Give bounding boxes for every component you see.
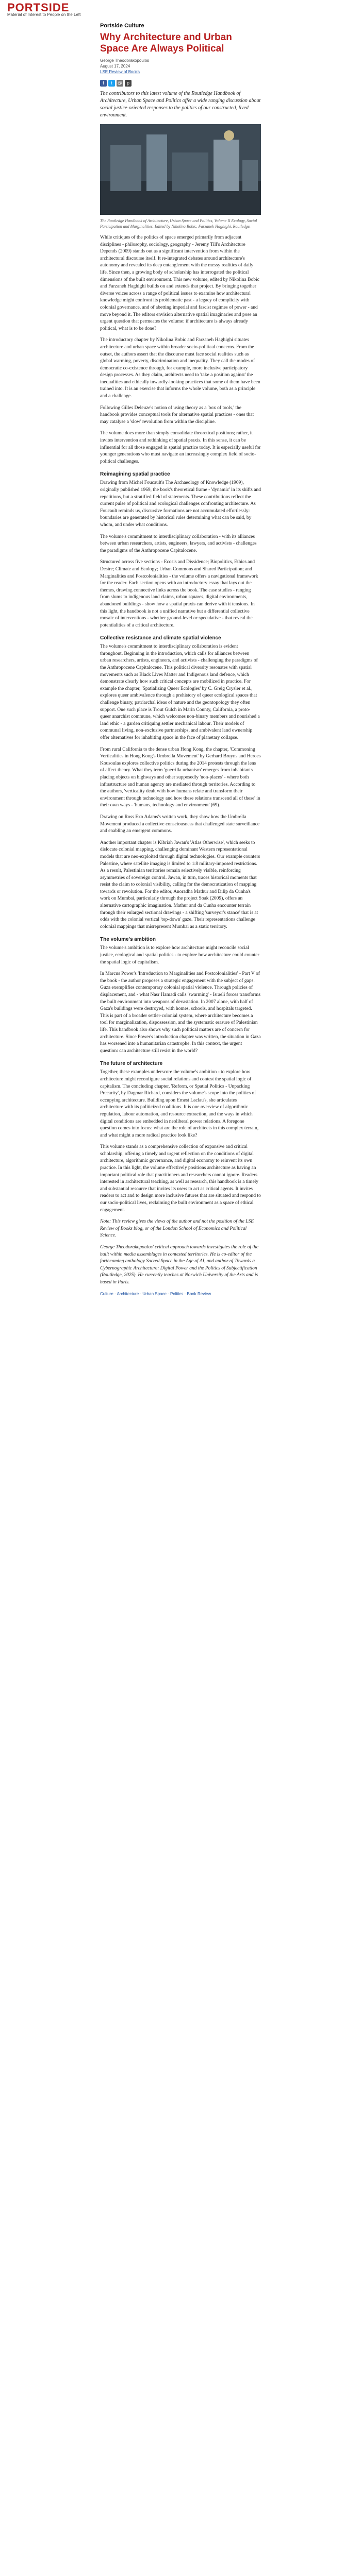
- article-meta: [100, 58, 261, 75]
- paragraph: The volume's commitment to interdisciplinary collaboration - with its alliances between urban researchers, artists, engineers, lawyers, and activists - challenges the paradigms of the Anthropocene Capitalocene.: [100, 534, 257, 553]
- paragraph: The introductory chapter by Nikolina Bobic and Farzaneh Haghighi situates architecture and urban space within broader socio-political concerns. From the outset, the authors assert that the discourse must face social realities such as global warming, poverty, discrimination and inequality. They call the modes of democratic co-existence through, for example, more inclusive participatory design processes. As they claim, architects need to 'take a position against' the inequalities and ethically inwardly-looking practices that some of them have been trained into. It is an exercise that informs the whole volume, both as a principle and a challenge.: [100, 337, 260, 399]
- site-logo[interactable]: PORTSIDE: [7, 1, 70, 14]
- section-label[interactable]: Portside Culture: [100, 23, 144, 29]
- paragraph: Drawing on Ross Exo Adams's written work, they show how the Umbrella Movement produced a collective consciousness that challenged state surveillance and enabling an emergent commons.: [100, 814, 260, 834]
- email-icon[interactable]: @: [117, 80, 123, 86]
- article-tags[interactable]: Culture · Architecture · Urban Space · Politics · Book Review: [100, 1291, 211, 1296]
- article-column: [100, 23, 261, 1301]
- paragraph: This volume stands as a comprehensive collection of expansive and critical scholarship, offering a timely and urgent reflection on the conditions of digital architecture, algorithmic governance, and digital economy to reinvent its own practice. In this light, the volume effectively positions architecture as having an important political role that practitioners and researchers cannot ignore. Readers interested in architectural teaching, as well as research, this handbook is a timely and substantial resource that invites its users to act as critical agents. It invites readers to act and to design more inclusive futures that are situated and respond to our socio-political lives, reclaiming the built environment as a space of ethical engagement.: [100, 1144, 261, 1213]
- paragraph: Drawing from Michel Foucault's The Archaeology of Knowledge (1969), originally published 1969, the book's theoretical frame - 'dynamic' in its shifts and repetitions, but a stratified field of statements. These contributions reflect the current pulse of political and ecological challenges confronting architecture. As Foucault reminds us, discursive formations are not accumulated effortlessly: boundaries are generated by historical rules determining what can be said, by whom, and under what conditions.: [100, 480, 261, 528]
- review-note: Note: This review gives the views of the author and not the position of the LSE Review of Books blog, or of the London School of Economics and Political Science.: [100, 1219, 254, 1239]
- paragraph: While critiques of the politics of space emerged primarily from adjacent disciplines - philosophy, sociology, geography - Jeremy Till's Architecture Depends (2009) stands out as a significant intervention from within the architectural discourse itself. It re-integrated debates around architecture's autonomy and revealed its deep entanglement with the messy realities of daily life. Since then, a growing body of scholarship has interrogated the political dimensions of the built environment. This new volume, edited by Nikolina Bobic and Farzaneh Haghighi builds on and extends that project. By bringing together diverse voices across a range of political issues to examine how architectural knowledge might confront its problematic past - a legacy of complicity with colonial governance, and of abetting imperial and fascist regimes of power - and move beyond it. The editors envision alternative spatial imaginaries and pose an urgent question that permeates the volume: if architecture is always already political, what is to be done?: [100, 235, 259, 331]
- subheading: The volume's ambition: [100, 937, 156, 943]
- subheading: Collective resistance and climate spatial violence: [100, 635, 221, 641]
- facebook-icon[interactable]: f: [100, 80, 107, 87]
- paragraph: Structured across five sections - Ecosis and Dissidence; Biopolitics, Ethics and Desire; Climate and Ecology; Urban Commons and Shared Participation; and Marginalities and Postcolonialities - the volume offers a navigational framework for the reader. Each section opens with an introductory essay that lays out the themes, drawing connective links across the book. The case studies - ranging from slums to indigenous land claims, urban squares, digital environments, abandoned buildings - show how a spatial praxis can derive with it tensions. In this light, the handbook is not a unified narrative but a differential collective mosaic of interventions - whether ground-level or speculative - that reveal the potentialities of a critical architecture.: [100, 560, 258, 628]
- subheading: Reimagining spatial practice: [100, 471, 170, 478]
- paragraph: In Marcus Power's 'Introduction to Marginalities and Postcolonialities' - Part V of the book - the author proposes a strategic engagement with the subject of gaps. Guza exemplifies contemporary colonial spatial violence. Through policies of displacement, and - what Nasr Hamadi calls 'swarming' - Israeli forces transforms the built environment into weapons of devastation. In 2007 alone, with half of Gaza's buildings were destroyed, with homes, schools, and hospitals targeted. This is part of a broader settler-colonial system, where architecture becomes a tool for marginalization, dispossession, and the systematic erasure of Palestinian life. This handbook also shows why such political matters are of concern for architecture. Since Power's introduction chapter was written, the situation in Gaza has worsened into a humanitarian catastrophe. In this context, the urgent question: can architecture still resist in the world?: [100, 971, 261, 1054]
- site-header: [0, 0, 361, 18]
- article-intro: The contributors to this latest volume of the Routledge Handbook of Architecture, Urban Space and Politics offer a wide ranging discussion about social justice-oriented responses to the politics of our constructed, lived environment.: [100, 91, 261, 118]
- print-icon[interactable]: p: [125, 80, 132, 87]
- paragraph: From rural California to the dense urban Hong Kong, the chapter, 'Commoning Verticalities in Hong Kong's Umbrella Movement' by Gerhard Bruyns and Heroes Kousoulas explores collective politics during the 2014 protests through the lens of affect theory. What they term 'guerrilla urbanism' emerges from inhabitants placing objects on highways and other supposedly 'non-places' - where both infrastructure and human agency are mediated through territories. According to the authors, 'verticality dealt with how humans relate and transform their environment through technology and how these relations transcend all of these' in their own ways - 'humans, technology and environment' (69).: [100, 747, 261, 808]
- image-caption: The Routledge Handbook of Architecture, Urban Space and Politics, Volume II Ecology, Social Participation and Marginalities. Edited by Nikolina Bobic, Farzaneh Haghighi. Routledge.: [100, 218, 257, 229]
- source-link[interactable]: LSE Review of Books: [100, 70, 140, 74]
- paragraph: Following Gilles Deleuze's notion of using theory as a 'box of tools,' the handbook provides conceptual tools for alternative spatial practices - ones that may catalyse a 'slow' revolution from within the discipline.: [100, 405, 254, 425]
- book-cover-illustration: [100, 124, 261, 215]
- twitter-icon[interactable]: t: [108, 80, 115, 87]
- paragraph: Another important chapter is Kibriah Jawan's 'Atlas Otherwise', which seeks to dislocate colonial mapping, challenging dominant Western representational models that are neo-exploited through digital technologies. Our example counters Palestine, where satellite imaging is limited to 1:8 military-imposed restrictions. As a result, Palestinian territories remain selectively visible, reinforcing asymmetries of sovereign control. Jawan, in turn, traces historical moments that resist the claim to colonial visibility, calling for the democratization of mapping towards or revolution. For the editor, Anoradha Mathur and Dilip da Cunha's work on Mumbai, particularly through the project Soak (2009), offers an alternative cartographic imagination. Mathur and da Cunha encounter terrain through their enlarged sectional drawings - a shifting 'surveyor's stance' that is at odds with the colonial vertical 'top-down' gaze. Their representations challenge colonial mappings that misrepresent Mumbai as a static territory.: [100, 840, 260, 929]
- paragraph: The volume's ambition is to explore how architecture might reconcile social justice, ecological and spatial politics - to explore how architecture could counter the spatial logic of capitalism.: [100, 945, 259, 965]
- subheading: The future of architecture: [100, 1061, 163, 1067]
- author-name: George Theodorakopoulos: [100, 58, 150, 63]
- article-body: [100, 234, 261, 1286]
- paragraph: The volume does more than simply consolidate theoretical positions; rather, it invites intervention and rethinking of spatial praxis. In this sense, it can be influential for all those engaged in spatial practice today. It is especially useful for younger generations who must navigate an increasingly complex field of socio-political challenges.: [100, 431, 261, 464]
- paragraph: The volume's commitment to interdisciplinary collaboration is evident throughout. Beginning in the introduction, which calls for alliances between urban researchers, artists, engineers, and activists - challenging the paradigms of the Anthropocene Capitalocene. This political diversity resonates with spatial movements such as Black Lives Matter and Indigenous land defence, which demonstrate clearly how such critical concepts are mobilized in practice. For example the chapter, 'Spatializing Queer Ecologies' by C. Greig Crysler et al., explores queer ambivalence through a prehistory of queer ecological spaces that challenge binary, patriarchal ideas of nature and the geontopology they often support. One such place is Trout Gulch in Marin County, California, a proto-queer anarchist commune, which welcomes non-binary members and nourished a land ethic - a garden critiquing settler mechanical labour. Their models of communal living, non-exclusive partnerships, and ambivalent land ownership offer alternatives for inhabiting space in the face of planetary collapse.: [100, 644, 260, 740]
- article-date: August 17, 2024: [100, 64, 130, 69]
- article-title[interactable]: Why Architecture and Urban Space Are Always Political: [100, 32, 232, 54]
- site-tagline: Material of Interest to People on the Left: [7, 12, 81, 17]
- share-bar: [100, 78, 261, 85]
- author-bio: George Theodorakopoulos' critical approach towards investigates the role of the built within media assemblages in contested territories. He is co-editor of the forthcoming anthology Sacred Space in the Age of AI, and author of Towards a Cybernographic Architecture: Digital Power and the Politics of Subjectification (Routledge, 2025). He currently teaches at Norwich University of the Arts and is based in Paris.: [100, 1245, 258, 1285]
- hero-image: [100, 124, 261, 215]
- paragraph: Together, these examples underscore the volume's ambition - to explore how architecture might reconfigure social relations and contest the spatial logic of capitalism. The concluding chapter, 'Reform, or Spatial Politics - Unpacking Precarity', by Dagmar Richard, considers the volume's scope into the politics of occupying architecture. Building upon Ernest Laclau's, she articulates architecture with its politicized coalitions. It is one overview of algorithmic regulation, labour automation, and resource extraction, and the ways in which digital conditions are embedded in neoliberal power relations. A foregone question comes into focus: what are the role of architects in this complex terrain, and what might a more radical practice look like?: [100, 1070, 259, 1138]
